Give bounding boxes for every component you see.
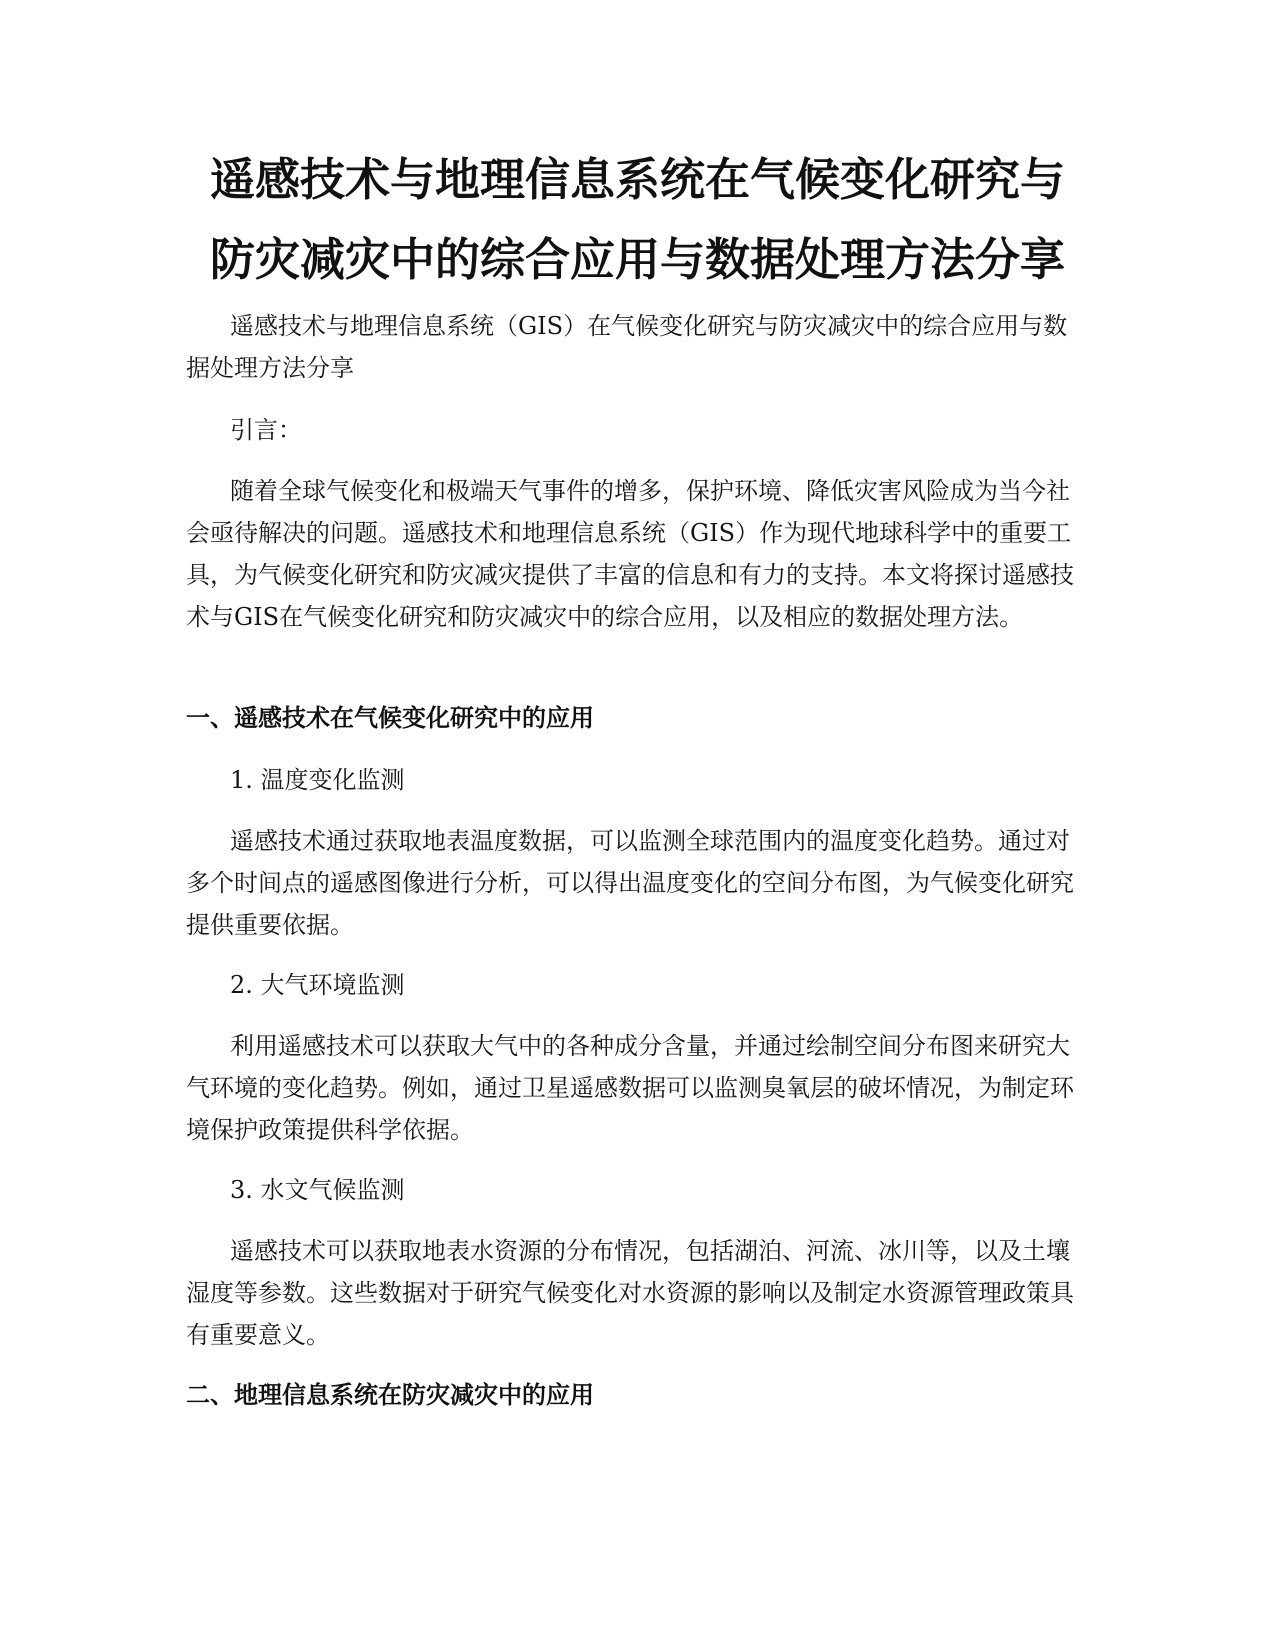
document-title-line-2: 防灾减灾中的综合应用与数据处理方法分享 xyxy=(209,233,1065,286)
item-2-body: 利用遥感技术可以获取大气中的各种成分含量，并通过绘制空间分布图来研究大气环境的变化趋势。例如，通过卫星遥感数据可以监测臭氧层的破坏情况，为制定环境保护政策提供科学依据。 xyxy=(186,1032,1074,1144)
intro-label: 引言： xyxy=(230,416,302,444)
item-3-title: 3. 水文气候监测 xyxy=(230,1176,405,1204)
item-3-body: 遥感技术可以获取地表水资源的分布情况，包括湖泊、河流、冰川等，以及土壤湿度等参数。这些数据对于研究气候变化对水资源的影响以及制定水资源管理政策具有重要意义。 xyxy=(186,1237,1074,1349)
item-2-title: 2. 大气环境监测 xyxy=(230,971,405,999)
document-title-line-1: 遥感技术与地理信息系统在气候变化研究与 xyxy=(209,153,1065,206)
subtitle-paragraph: 遥感技术与地理信息系统（GIS）在气候变化研究与防灾减灾中的综合应用与数据处理方法分享 xyxy=(186,312,1068,382)
section-1-heading: 一、遥感技术在气候变化研究中的应用 xyxy=(186,704,594,732)
item-1-title: 1. 温度变化监测 xyxy=(230,766,405,794)
section-2-heading: 二、地理信息系统在防灾减灾中的应用 xyxy=(186,1381,594,1409)
intro-paragraph: 随着全球气候变化和极端天气事件的增多，保护环境、降低灾害风险成为当今社会亟待解决的问题。遥感技术和地理信息系统（GIS）作为现代地球科学中的重要工具，为气候变化研究和防灾减灾提供了丰富的信息和有力的支持。本文将探讨遥感技术与GIS在气候变化研究和防灾减灾中的综合应用，以及相应的数据处理方法。 xyxy=(186,477,1074,631)
item-1-body: 遥感技术通过获取地表温度数据，可以监测全球范围内的温度变化趋势。通过对多个时间点的遥感图像进行分析，可以得出温度变化的空间分布图，为气候变化研究提供重要依据。 xyxy=(186,827,1074,939)
